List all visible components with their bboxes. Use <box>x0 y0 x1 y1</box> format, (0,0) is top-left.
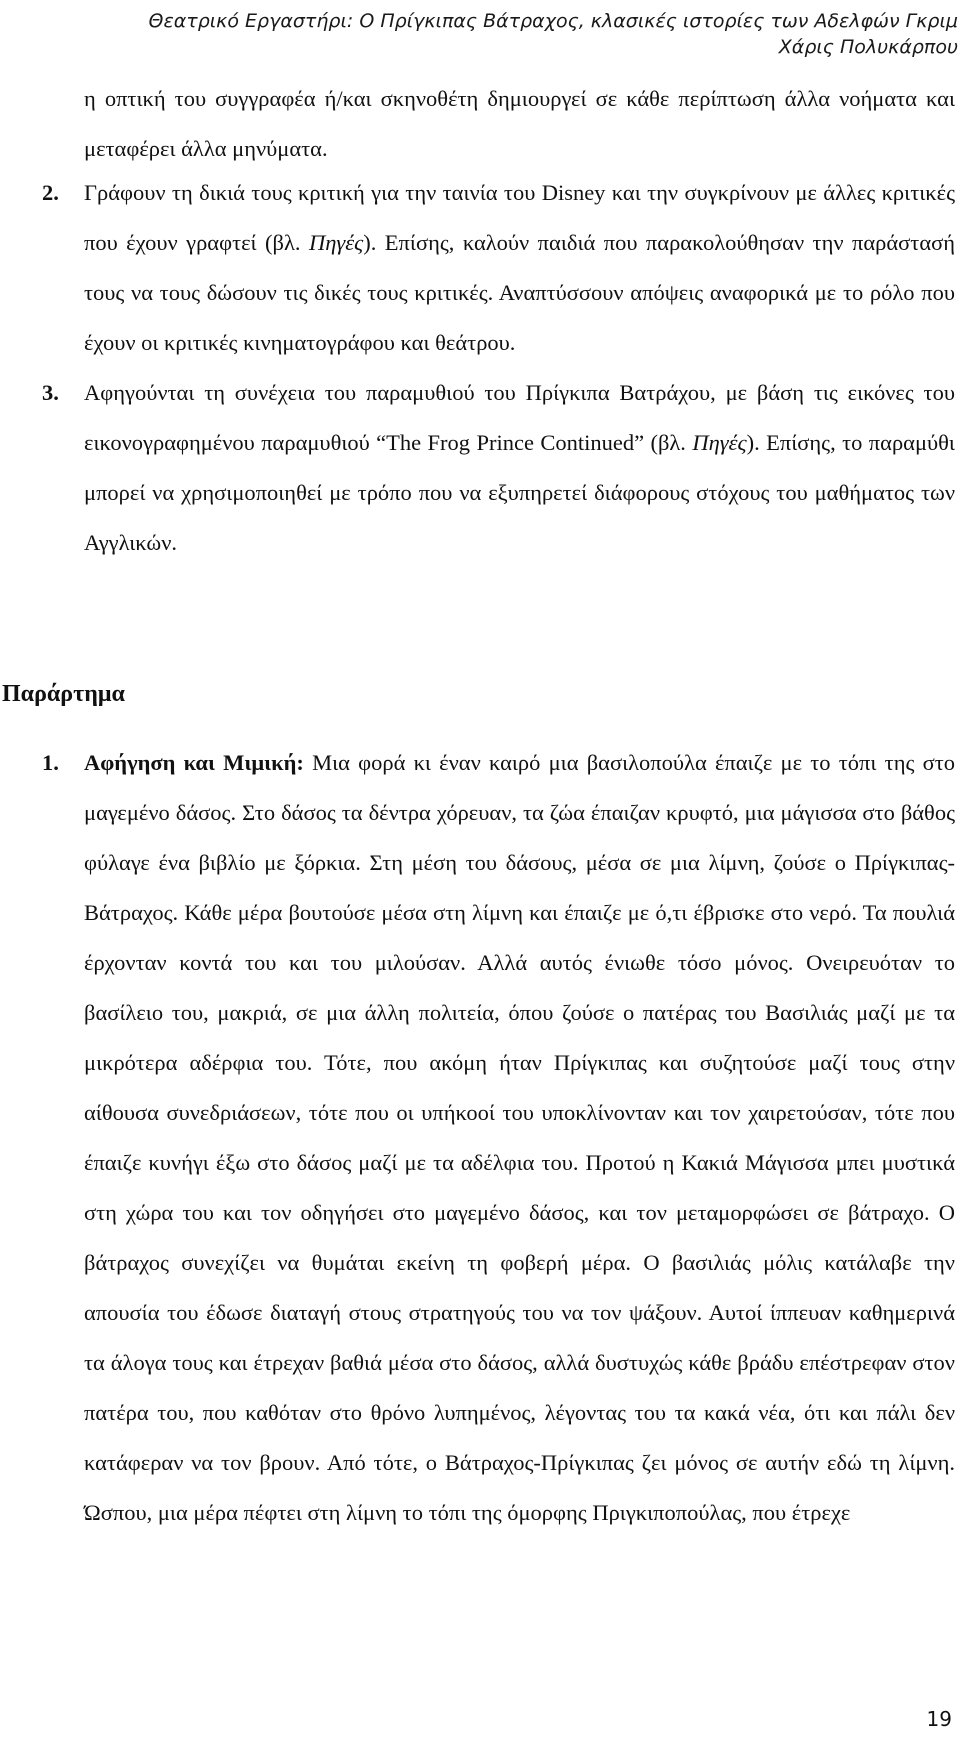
appendix-item-1 <box>84 738 955 1538</box>
sources-link[interactable]: Πηγές <box>692 430 747 455</box>
list-item-text: ). Επίσης, το παραμύθι μπορεί να χρησιμοποιηθεί με τρόπο που να εξυπηρετεί διάφορους στόχους του μαθήματος των Αγγλικών. <box>84 430 955 555</box>
list-item-text: Αφηγούνται τη συνέχεια του παραμυθιού του Πρίγκιπα Βατράχου, με βάση τις εικόνες του εικονογραφημένου παραμυθιού “The Frog Prince Continued” (βλ. <box>84 380 955 455</box>
list-item-number: 2. <box>42 180 59 205</box>
running-header <box>28 8 958 60</box>
sources-link[interactable]: Πηγές <box>308 230 364 255</box>
list-item-text: Γράφουν τη δικιά τους κριτική για την ταινία του Disney και την συγκρίνουν με άλλες κριτικές που έχουν γραφτεί (βλ. <box>84 180 955 255</box>
header-author: Χάρις Πολυκάρπου <box>778 36 958 58</box>
appendix-item-title: Αφήγηση και Μιμική: <box>84 750 304 775</box>
list-item-3 <box>84 368 955 568</box>
appendix-heading: Παράρτημα <box>2 681 125 707</box>
page-number: 19 <box>926 1707 952 1731</box>
appendix-item-number: 1. <box>42 750 59 775</box>
appendix-item-text: Μια φορά κι έναν καιρό μια βασιλοπούλα έπαιζε με το τόπι της στο μαγεμένο δάσος. Στο δάσος τα δέντρα χόρευαν, τα ζώα έπαιζαν κρυφτό, μια μάγισσα στο βάθος φύλαγε ένα βιβλίο με ξόρκια. Στη μέση του δάσους, μέσα σε μια λίμνη, ζούσε ο Πρίγκιπας-Βάτραχος. Κάθε μέρα βουτούσε μέσα στη λίμνη και έπαιζε με ό,τι έβρισκε στο νερό. Τα πουλιά έρχονταν κοντά του και του μιλούσαν. Αλλά αυτός ένιωθε τόσο μόνος. Ονειρευόταν το βασίλειο του, μακριά, σε μια άλλη πολιτεία, όπου ζούσε ο πατέρας του Βασιλιάς μαζί με τα μικρότερα αδέρφια του. Τότε, που ακόμη ήταν Πρίγκιπας και συζητούσε μαζί τους στην αίθουσα συνεδριάσεων, τότε που οι υπήκοοί του υποκλίνονταν και τον χαιρετούσαν, τότε που έπαιζε κυνήγι έξω στο δάσος μαζί με τα αδέλφια του. Προτού η Κακιά Μάγισσα μπει μυστικά στη χώρα του και τον οδηγήσει στο μαγεμένο δάσος, και τον μεταμορφώσει σε βάτραχο. Ο βάτραχος συνεχίζει να θυμάται εκείνη τη φοβερή μέρα. Ο βασιλιάς μόλις κατάλαβε την απουσία του έδωσε διαταγή στους στρατηγούς του να τον ψάξουν. Αυτοί ίππευαν καθημερινά τα άλογα τους και έτρεχαν βαθιά μέσα στο δάσος, αλλά δυστυχώς κάθε βράδυ επέστρεφαν στον πατέρα του, που καθόταν στο θρόνο λυπημένος, λέγοντας του τα κακά νέα, ότι και πάλι δεν κατάφεραν να τον βρουν. Από τότε, ο Βάτραχος-Πρίγκιπας ζει μόνος σε αυτήν εδώ τη λίμνη. Ώσπου, μια μέρα πέφτει στη λίμνη το τόπι της όμορφης Πριγκιποπούλας, που έτρεχε <box>84 750 956 1525</box>
continuation-paragraph: η οπτική του συγγραφέα ή/και σκηνοθέτη δημιουργεί σε κάθε περίπτωση άλλα νοήματα και μεταφέρει άλλα μηνύματα. <box>84 86 955 161</box>
list-item-2 <box>84 168 955 368</box>
list-item-text: ). Επίσης, καλούν παιδιά που παρακολούθησαν την παράστασή τους να τους δώσουν τις δικές τους κριτικές. Αναπτύσσουν απόψεις αναφορικά με το ρόλο που έχουν οι κριτικές κινηματογράφου και θεάτρου. <box>84 230 955 355</box>
header-title: Θεατρικό Εργαστήρι: Ο Πρίγκιπας Βάτραχος, κλασικές ιστορίες των Αδελφών Γκριμ <box>148 10 958 32</box>
list-item-number: 3. <box>42 380 59 405</box>
